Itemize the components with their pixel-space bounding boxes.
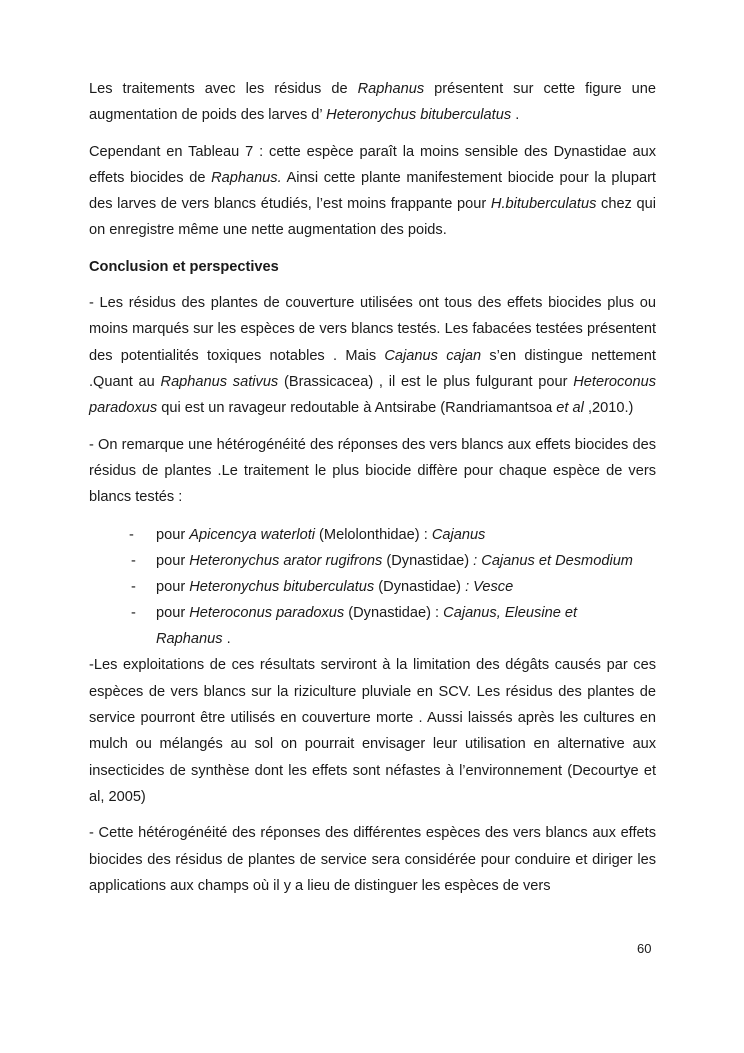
species-name: Raphanus sativus: [160, 373, 279, 390]
text-run: (Brassicacea) , il est le plus fulgurant pour: [278, 373, 574, 390]
treatment-name: Cajanus, Eleusine et Raphanus: [156, 605, 578, 648]
list-dash: -: [129, 527, 134, 544]
family-name: (Dynastidae): [382, 553, 474, 570]
species-name: Heteronychus bituberculatus: [326, 107, 512, 124]
list-dash: -: [131, 605, 136, 622]
treatment-name: : Cajanus et Desmodium: [473, 553, 633, 570]
treatment-name: : Vesce: [465, 579, 514, 596]
list-item: [89, 522, 656, 548]
paragraph-heterogeneity: - On remarque une hétérogénéité des réponses des vers blancs aux effets biocides des résidus de plantes .Le traitement le plus biocide diffère pour chaque espèce de vers blancs testés :: [89, 436, 656, 506]
text-run: pour: [156, 605, 190, 622]
list-dash: -: [131, 553, 136, 570]
text-run: Ainsi cette plante manifestement biocide pour la plupart des larves de vers blancs étudiés, l’est moins frappante pour: [89, 169, 656, 213]
species-name: Heteroconus paradoxus: [189, 605, 345, 622]
species-name: Cajanus cajan: [384, 347, 482, 364]
text-run: .: [222, 631, 231, 648]
list-item: [89, 600, 656, 652]
section-heading: Conclusion et perspectives: [89, 258, 279, 275]
treatment-list: [89, 522, 656, 652]
text-run: pour: [156, 579, 190, 596]
paragraph-tableau-7: [89, 139, 656, 244]
paragraph-raphanus-weight: [89, 76, 656, 129]
species-name: Heteronychus arator rugifrons: [189, 553, 383, 570]
text-run: présentent sur cette figure une augmentation de poids des larves d’: [89, 81, 656, 124]
paragraph-heterogeneity-application: - Cette hétérogénéité des réponses des différentes espèces des vers blancs aux effets biocides des résidus de plantes de service sera considérée pour conduire et diriger les applications aux champs où il y a lieu de distinguer les espèces de vers: [89, 825, 656, 894]
text-run: - Les résidus des plantes de couverture utilisées ont tous des effets biocides plus ou moins marqués sur les espèces de vers blancs testés. Les fabacées testées présentent des potentialités toxiques notables . Mais: [89, 295, 656, 364]
list-dash: -: [131, 579, 136, 596]
text-run: .: [511, 107, 520, 124]
family-name: (Dynastidae): [374, 579, 466, 596]
species-name: Heteronychus bituberculatus: [189, 579, 375, 596]
species-name: Apicencya waterloti: [189, 527, 315, 544]
species-name: H.bituberculatus: [490, 196, 597, 213]
text-run: qui est un ravageur redoutable à Antsirabe (Randriamantsoa: [157, 400, 557, 417]
paragraph-plant-residues: [89, 290, 656, 421]
species-name: Raphanus: [357, 81, 425, 97]
family-name: (Melolonthidae) :: [315, 527, 432, 544]
text-run: Cependant en Tableau 7 : cette espèce paraît la moins sensible des Dynastidae aux effets biocides de: [89, 143, 656, 186]
text-run: s’en distingue nettement .Quant au: [89, 347, 656, 390]
species-name: Heteroconus paradoxus: [89, 373, 656, 417]
text-run: Les traitements avec les résidus de: [89, 81, 358, 97]
text-run: ,2010.): [583, 400, 634, 417]
document-page: [89, 76, 656, 909]
treatment-name: Cajanus: [431, 527, 486, 544]
citation-et-al: et al: [556, 400, 584, 417]
text-run: pour: [156, 553, 190, 570]
species-name: Raphanus.: [211, 169, 282, 186]
text-run: chez qui on enregistre même une nette augmentation des poids.: [89, 196, 656, 239]
page-number: 60: [637, 941, 652, 956]
list-item: [89, 548, 656, 574]
family-name: (Dynastidae) :: [344, 605, 444, 622]
paragraph-exploitation: -Les exploitations de ces résultats serviront à la limitation des dégâts causés par ces espèces de vers blancs sur la riziculture pluviale en SCV. Les résidus des plantes de service pourront être utilisés en couverture morte . Aussi laissés après les cultures en mulch ou mélangés au sol on pourrait envisager leur utilisation en alternative aux insecticides de synthèse dont les effets sont néfastes à l’environnement (Decourtye et al, 2005): [89, 657, 656, 805]
text-run: pour: [156, 527, 190, 544]
list-item: [89, 574, 656, 600]
